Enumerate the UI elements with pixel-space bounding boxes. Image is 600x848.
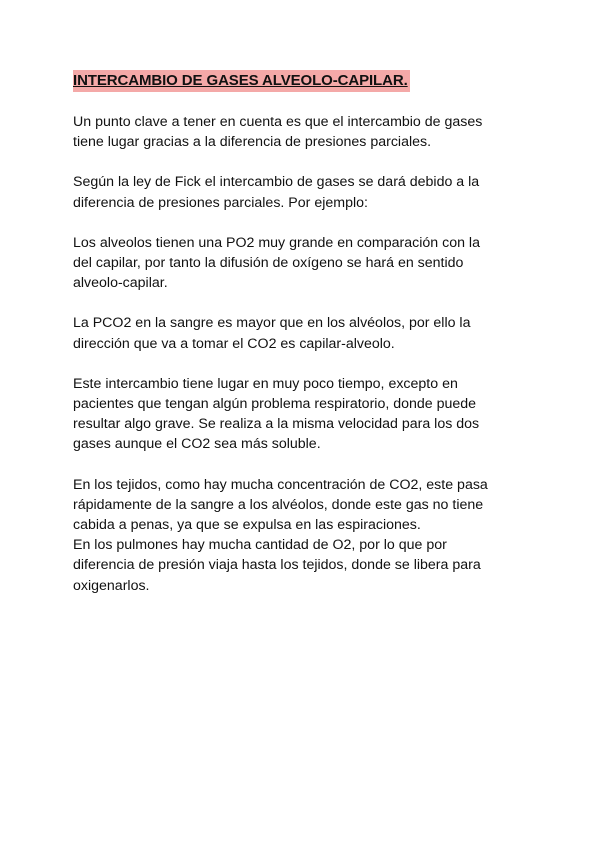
- paragraph-7: En los pulmones hay mucha cantidad de O2, por lo que por diferencia de presión viaja hasta los tejidos, donde se libera para oxigenarlos.: [73, 537, 481, 594]
- paragraph-1: Un punto clave a tener en cuenta es que el intercambio de gases tiene lugar gracias a la diferencia de presiones parciales.: [73, 114, 483, 151]
- document-title: INTERCAMBIO DE GASES ALVEOLO-CAPILAR.: [73, 70, 410, 92]
- paragraph-5: Este intercambio tiene lugar en muy poco tiempo, excepto en pacientes que tengan algún problema respiratorio, donde puede resultar algo grave. Se realiza a la misma velocidad para los dos gases aunque el CO2 sea más soluble.: [73, 375, 480, 453]
- paragraph-3: Los alveolos tienen una PO2 muy grande en comparación con la del capilar, por tanto la difusión de oxígeno se hará en sentido alveolo-capilar.: [73, 234, 480, 292]
- paragraph-2: Según la ley de Fick el intercambio de gases se dará debido a la diferencia de presiones parciales. Por ejemplo:: [73, 174, 480, 211]
- paragraph-6: En los tejidos, como hay mucha concentración de CO2, este pasa rápidamente de la sangre a los alvéolos, donde este gas no tiene cabida a penas, ya que se expulsa en las espiraciones.: [73, 476, 488, 534]
- paragraph-4: La PCO2 en la sangre es mayor que en los alvéolos, por ello la dirección que va a tomar el CO2 es capilar-alveolo.: [73, 315, 471, 352]
- document-page: [73, 70, 523, 616]
